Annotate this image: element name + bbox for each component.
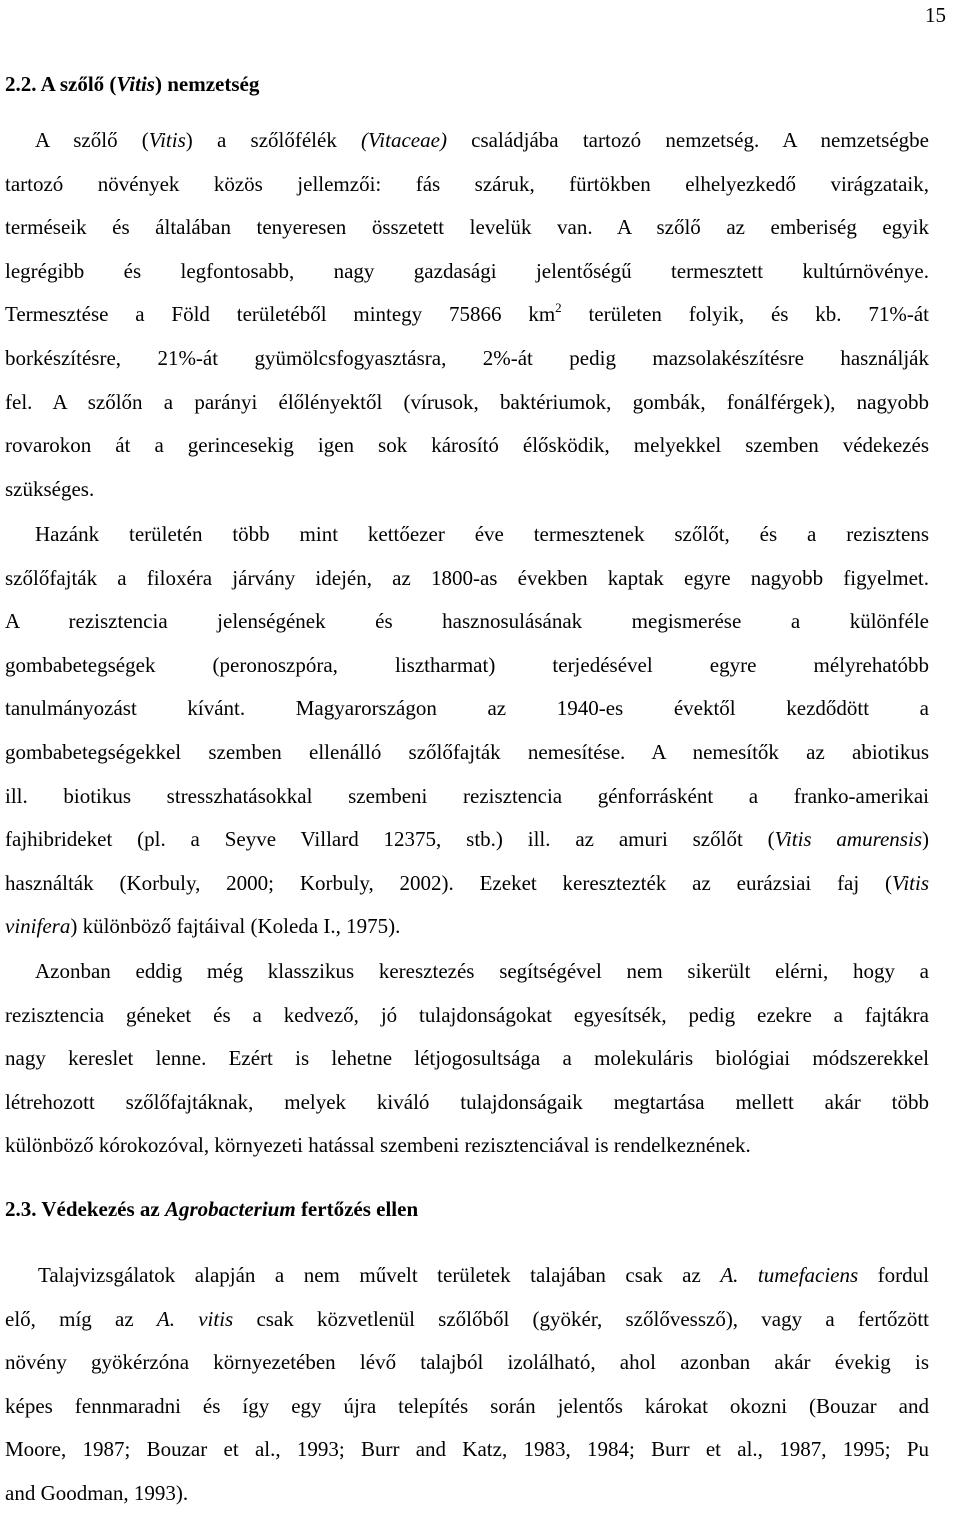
text-line: elő, míg az A. vitis csak közvetlenül szőlőből (gyökér, szőlővessző), vagy a fertőzött [5, 1306, 930, 1331]
text-line: képes fennmaradni és így egy újra telepítés során jelentős károkat okozni (Bouzar and [5, 1393, 929, 1418]
text-line: Termesztése a Föld területéből mintegy 75866 $km^2$ területen folyik, és kb. 71%-át [5, 300, 929, 327]
text-line: gombabetegségekkel szemben ellenálló szőlőfajták nemesítése. A nemesítők az abiotikus [5, 739, 929, 764]
paragraph-vitis-intro [5, 119, 929, 511]
text-line: borkészítésre, 21%-át gyümölcsfogyasztásra, 2%-át pedig mazsolakészítésre használják [5, 345, 929, 370]
heading-number: 2.3. [5, 1197, 37, 1221]
text-line: tartozó növények közös jellemzői: fás száruk, fürtökben elhelyezkedő virágzataik, [5, 171, 929, 196]
text-line: nagy kereslet lenne. Ezért is lehetne létjogosultsága a molekuláris biológiai módszerekkel [5, 1046, 929, 1071]
text-line: Hazánk területén több mint kettőezer éve termesztenek szőlőt, és a rezisztens [35, 522, 929, 546]
text-line: legrégibb és legfontosabb, nagy gazdasági jelentőségű termesztett kultúrnövénye. [5, 258, 929, 283]
text-line: fajhibrideket (pl. a Seyve Villard 12375, stb.) ill. az amuri szőlőt (Vitis amurensis) [5, 827, 929, 852]
text-line: vinifera) különböző fajtáival (Koleda I., 1975). [5, 914, 401, 939]
text-line: gombabetegségek (peronoszpóra, lisztharmat) terjedésével egyre mélyrehatóbb [5, 652, 929, 677]
paragraph-molecular-breeding [5, 950, 929, 1168]
text-line: szőlőfajták a filoxéra járvány idején, az 1800-as években kaptak egyre nagyobb figyelmet. [5, 565, 929, 590]
heading-text: Védekezés az Agrobacterium fertőzés ellen [41, 1197, 419, 1221]
text-line: különböző kórokozóval, környezeti hatással szembeni rezisztenciával is rendelkeznének. [5, 1133, 751, 1158]
text-line: A szőlő (Vitis) a szőlőfélék (Vitaceae) családjába tartozó nemzetség. A nemzetségbe [35, 128, 929, 152]
paragraph-resistance-history [5, 513, 929, 949]
text-line: and Goodman, 1993). [5, 1480, 189, 1505]
page-number: 15 [925, 3, 946, 27]
text-line: fel. A szőlőn a parányi élőlényektől (vírusok, baktériumok, gombák, fonálférgek), nagyobb [5, 389, 929, 414]
text-line: Talajvizsgálatok alapján a nem művelt területek talajában csak az A. tumefaciens fordul [38, 1263, 929, 1287]
text-line: A rezisztencia jelenségének és hasznosulásának megismerése a különféle [5, 609, 929, 634]
heading-number: 2.2. [5, 72, 37, 96]
text-line: növény gyökérzóna környezetében lévő talajból izolálható, ahol azonban akár évekig is [5, 1350, 929, 1375]
paragraph-agrobacterium [5, 1254, 929, 1516]
text-line: létrehozott szőlőfajtáknak, melyek kiváló tulajdonságaik megtartása mellett akár több [5, 1089, 929, 1114]
text-line: terméseik és általában tenyeresen összetett levelük van. A szőlő az emberiség egyik [5, 215, 929, 240]
section-heading-2-3 [5, 1197, 418, 1222]
text-line: ill. biotikus stresszhatásokkal szembeni rezisztencia génforrásként a franko-amerikai [5, 783, 929, 808]
text-line: Azonban eddig még klasszikus keresztezés segítségével nem sikerült elérni, hogy a [35, 959, 929, 983]
section-heading-2-2 [5, 72, 259, 97]
text-line: szükséges. [5, 476, 95, 501]
text-line: tanulmányozást kívánt. Magyarországon az 1940-es évektől kezdődött a [5, 696, 929, 721]
heading-text: A szőlő (Vitis) nemzetség [40, 72, 260, 96]
text-line: használták (Korbuly, 2000; Korbuly, 2002). Ezeket keresztezték az eurázsiai faj (Vitis [5, 870, 929, 895]
text-line: rezisztencia géneket és a kedvező, jó tulajdonságokat egyesítsék, pedig ezekre a fajtákra [5, 1002, 929, 1027]
text-line: Moore, 1987; Bouzar et al., 1993; Burr and Katz, 1983, 1984; Burr et al., 1987, 1995; Pu [5, 1437, 929, 1462]
text-line: rovarokon át a gerincesekig igen sok károsító élősködik, melyekkel szemben védekezés [5, 433, 929, 458]
